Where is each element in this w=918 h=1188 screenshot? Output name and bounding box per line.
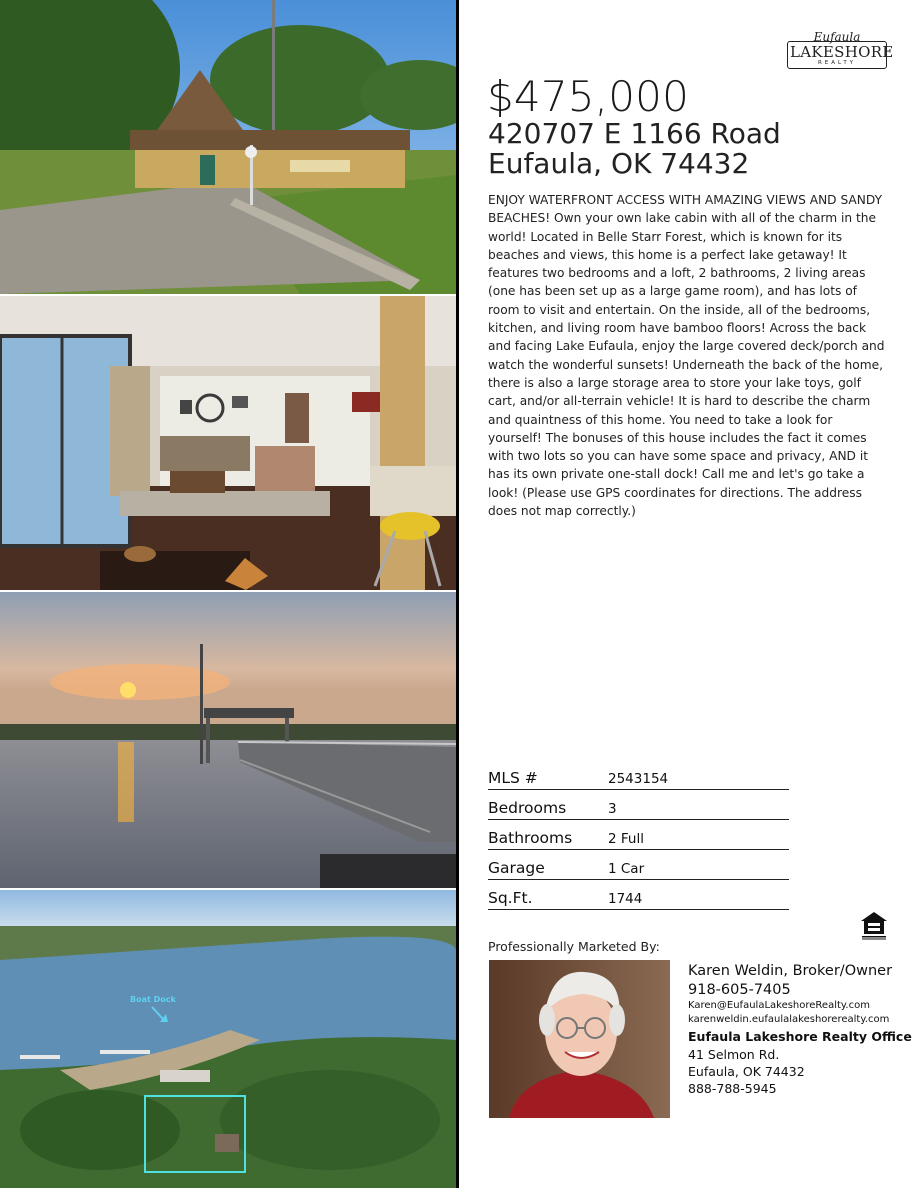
office-phone: 888-788-5945 [688, 1081, 777, 1096]
equal-housing-opportunity-icon [859, 910, 889, 940]
agent-email: Karen@EufaulaLakeshoreRealty.com [688, 1000, 870, 1011]
detail-label: MLS # [488, 769, 538, 787]
detail-label: Garage [488, 859, 545, 877]
agent-website: karenweldin.eufaulalakeshorerealty.com [688, 1014, 890, 1025]
detail-row-mls [488, 760, 789, 790]
detail-row-garage [488, 850, 789, 880]
listing-price: $475,000 [487, 72, 690, 121]
detail-value: 1 Car [608, 861, 645, 877]
logo-main: LAKESHORE [790, 43, 894, 61]
office-street: 41 Selmon Rd. [688, 1047, 780, 1062]
agent-name: Karen Weldin, Broker/Owner [688, 963, 893, 979]
detail-row-sqft [488, 880, 789, 910]
logo-box [787, 41, 894, 69]
detail-value: 2543154 [608, 771, 669, 787]
property-details [488, 760, 789, 910]
column-edge [456, 0, 459, 1188]
office-name: Eufaula Lakeshore Realty Office [688, 1029, 912, 1044]
detail-label: Bathrooms [488, 829, 573, 847]
exterior-photo [0, 0, 456, 294]
agent-contact [688, 962, 912, 1097]
address-line-2: Eufaula, OK 74432 [488, 147, 750, 180]
detail-value: 1744 [608, 891, 643, 907]
agent-phone: 918-605-7405 [688, 982, 791, 998]
living-room-photo [0, 296, 456, 590]
detail-row-bathrooms [488, 820, 789, 850]
detail-label: Sq.Ft. [488, 889, 533, 907]
detail-row-bedrooms [488, 790, 789, 820]
photo-column [0, 0, 458, 1188]
detail-value: 2 Full [608, 831, 644, 847]
sunset-dock-photo [0, 592, 456, 888]
listing-description: ENJOY WATERFRONT ACCESS WITH AMAZING VIEWS AND SANDY BEACHES! Own your own lake cabin with all of the charm in the world! Located in Belle Starr Forest, which is known for its beaches and views, this home is a perfect lake getaway! It features two bedrooms and a loft, 2 bathrooms, 2 living areas (one has been set up as a large game room), and has lots of room to visit and entertain. On the inside, all of the bedrooms, kitchen, and living room have bamboo floors! Across the back and facing Lake Eufaula, enjoy the large covered deck/porch and watch the wonderful sunsets! Underneath the back of the home, there is also a large storage area to store your lake toys, golf cart, and/or all-terrain vehicle! It is hard to describe the charm and quaintness of this home. You need to take a look for yourself! The bonuses of this house includes the fact it comes with two lots so you can have some space and privacy, AND it has its own private one-stall dock! Call me and let's go take a look! (Please use GPS coordinates for directions. The address does not map correctly.) [488, 193, 885, 519]
detail-value: 3 [608, 801, 617, 817]
logo-script: Eufaula [813, 30, 861, 44]
marketed-by-label: Professionally Marketed By: [488, 939, 660, 954]
agent-photo [489, 960, 670, 1118]
office-city: Eufaula, OK 74432 [688, 1064, 805, 1079]
boat-dock-label: Boat Dock [130, 995, 176, 1004]
aerial-photo [0, 890, 456, 1188]
logo-sub: REALTY [817, 60, 857, 66]
detail-label: Bedrooms [488, 799, 567, 817]
address-line-1: 420707 E 1166 Road [488, 117, 781, 150]
brokerage-logo [787, 30, 894, 73]
